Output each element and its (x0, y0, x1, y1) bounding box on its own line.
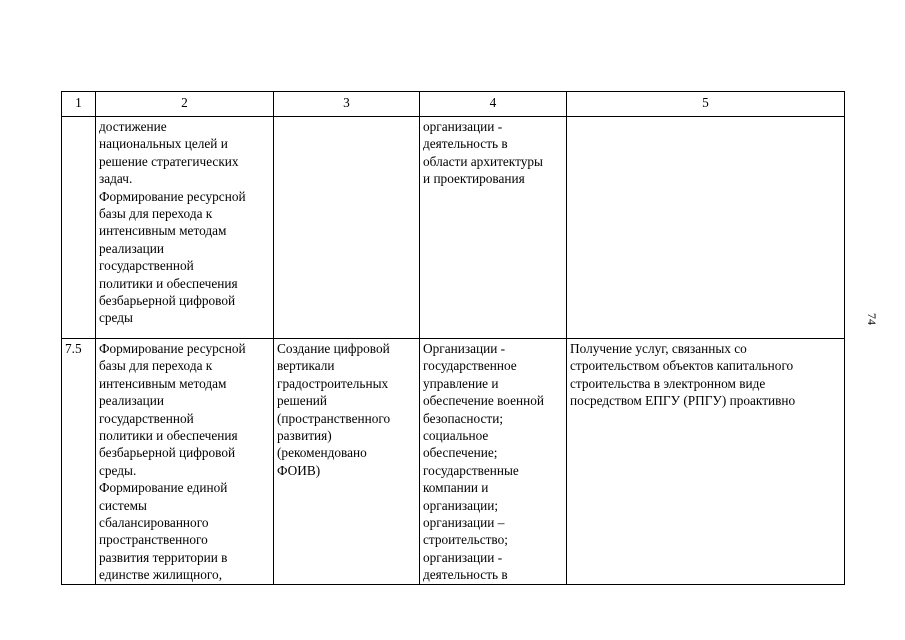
column-header-1: 1 (62, 92, 96, 117)
organizations-cell: Организации - государственное управление и обеспечение военной безопасности; социальное обеспечение; государственные компании и организации; организации – строительство; организации - деятельность в (420, 339, 567, 585)
services-cell: Получение услуг, связанных со строительством объектов капитального строительства в электронном виде посредством ЕПГУ (РПГУ) проактивно (567, 339, 845, 585)
table-row (62, 339, 845, 585)
row-number-cell (62, 117, 96, 339)
column-header-4: 4 (420, 92, 567, 117)
solution-cell (274, 117, 420, 339)
goals-cell: достижение национальных целей и решение стратегических задач. Формирование ресурсной базы для перехода к интенсивным методам реализации государственной политики и обеспечения безбарьерной цифровой среды (96, 117, 274, 339)
page-number: 74 (865, 313, 879, 325)
table-header-row (62, 92, 845, 117)
solution-cell: Создание цифровой вертикали градостроительных решений (пространственного развития) (рекомендовано ФОИВ) (274, 339, 420, 585)
table-row (62, 117, 845, 339)
row-number-cell: 7.5 (62, 339, 96, 585)
column-header-2: 2 (96, 92, 274, 117)
organizations-cell: организации - деятельность в области архитектуры и проектирования (420, 117, 567, 339)
column-header-5: 5 (567, 92, 845, 117)
document-table (61, 91, 845, 585)
services-cell (567, 117, 845, 339)
column-header-3: 3 (274, 92, 420, 117)
goals-cell: Формирование ресурсной базы для перехода к интенсивным методам реализации государственной политики и обеспечения безбарьерной цифровой среды. Формирование единой системы сбалансированного пространственного развития территории в единстве жилищного, (96, 339, 274, 585)
